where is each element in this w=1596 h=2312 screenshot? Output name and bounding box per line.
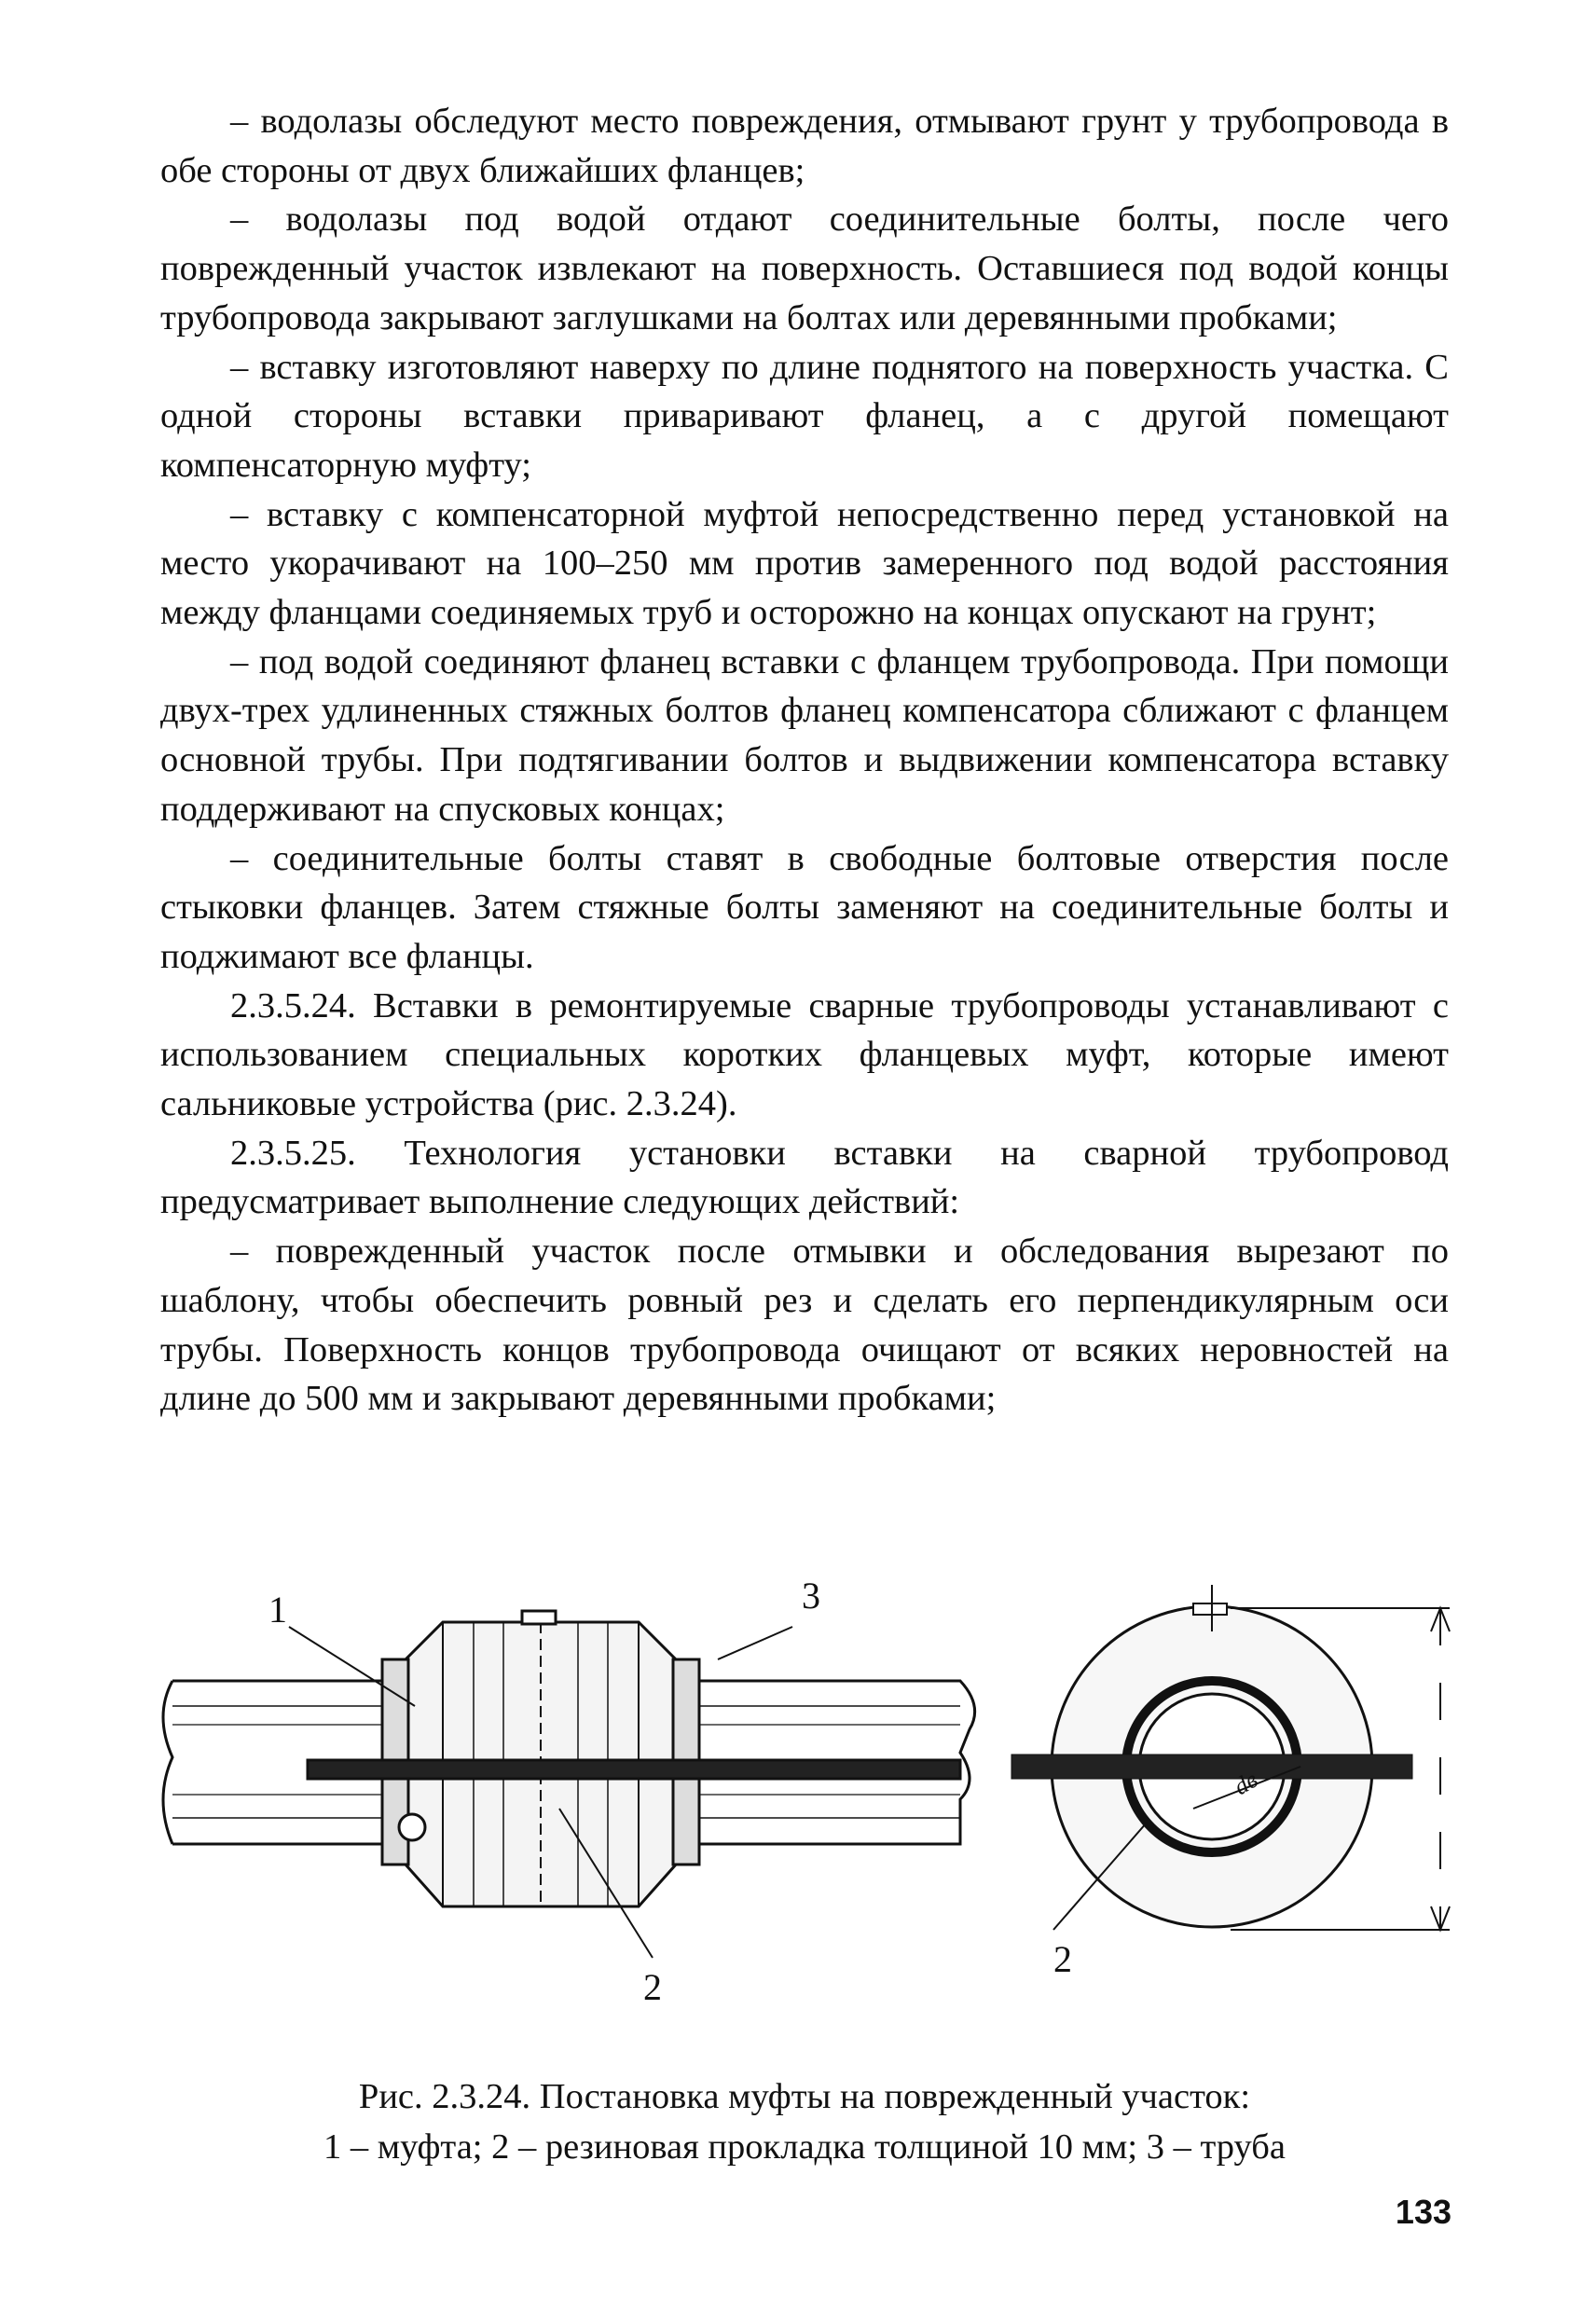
coupling-drawing bbox=[158, 1566, 1464, 2032]
label-2-side: 2 bbox=[643, 1966, 662, 2008]
coupling-side-view bbox=[308, 1611, 960, 1906]
paragraph: – соединительные болты ставят в свободные болтовые отверстия после стыковки фланцев. Затем стяжные болты заменяют на соединительные болты и поджимают все фланцы. bbox=[160, 838, 1449, 976]
paragraph: – поврежденный участок после отмывки и обследования вырезают по шаблону, чтобы обеспечить ровный рез и сделать его перпендикулярным оси трубы. Поверхность концов трубопровода очищают от всяких неровностей на длине до 500 мм и закрывают деревянными пробками; bbox=[160, 1232, 1449, 1419]
paragraph: 2.3.5.25. Технология установки вставки на сварной трубопровод предусматривает выполнение следующих действий: bbox=[160, 1133, 1449, 1222]
body-text bbox=[160, 97, 1449, 1424]
paragraph: – вставку изготовляют наверху по длине поднятого на поверхность участка. С одной стороны вставки приваривают фланец, а с другой помещают компенсаторную муфту; bbox=[160, 347, 1449, 485]
caption-legend: 1 – муфта; 2 – резиновая прокладка толщиной 10 мм; 3 – труба bbox=[323, 2127, 1286, 2167]
paragraph: – водолазы под водой отдают соединительные болты, после чего поврежденный участок извлекают на поверхность. Оставшиеся под водой концы трубопровода закрывают заглушками на болтах или деревянными пробками; bbox=[160, 200, 1449, 337]
paragraph: 2.3.5.24. Вставки в ремонтируемые сварные трубопроводы устанавливают с использованием специальных коротких фланцевых муфт, которые имеют сальниковые устройства (рис. 2.3.24). bbox=[160, 985, 1449, 1124]
paragraph: – водолазы обследуют место повреждения, отмывают грунт у трубопровода в обе стороны от двух ближайших фланцев; bbox=[160, 102, 1449, 190]
label-1: 1 bbox=[268, 1589, 287, 1631]
coupling-figure bbox=[158, 1566, 1464, 2032]
cross-section-view bbox=[1011, 1585, 1450, 1930]
label-2-section: 2 bbox=[1053, 1938, 1072, 1980]
paragraph: – вставку с компенсаторной муфтой непосредственно перед установкой на место укорачивают на 100–250 мм против замеренного под водой расстояния между фланцами соединяемых труб и осторожно на концах опускают на грунт; bbox=[160, 494, 1449, 633]
label-3: 3 bbox=[802, 1575, 820, 1617]
paragraph: – под водой соединяют фланец вставки с фланцем трубопровода. При помощи двух-трех удлиненных стяжных болтов фланец компенсатора сближают с фланцем основной трубы. При подтягивании болтов и выдвижении компенсатора вставку поддерживают на спусковых концах; bbox=[160, 641, 1449, 829]
figure-caption bbox=[160, 2071, 1449, 2172]
page-number: 133 bbox=[1395, 2193, 1452, 2231]
diameter-label: dв bbox=[1229, 1765, 1263, 1801]
caption-title: Рис. 2.3.24. Постановка муфты на поврежденный участок: bbox=[358, 2077, 1251, 2116]
